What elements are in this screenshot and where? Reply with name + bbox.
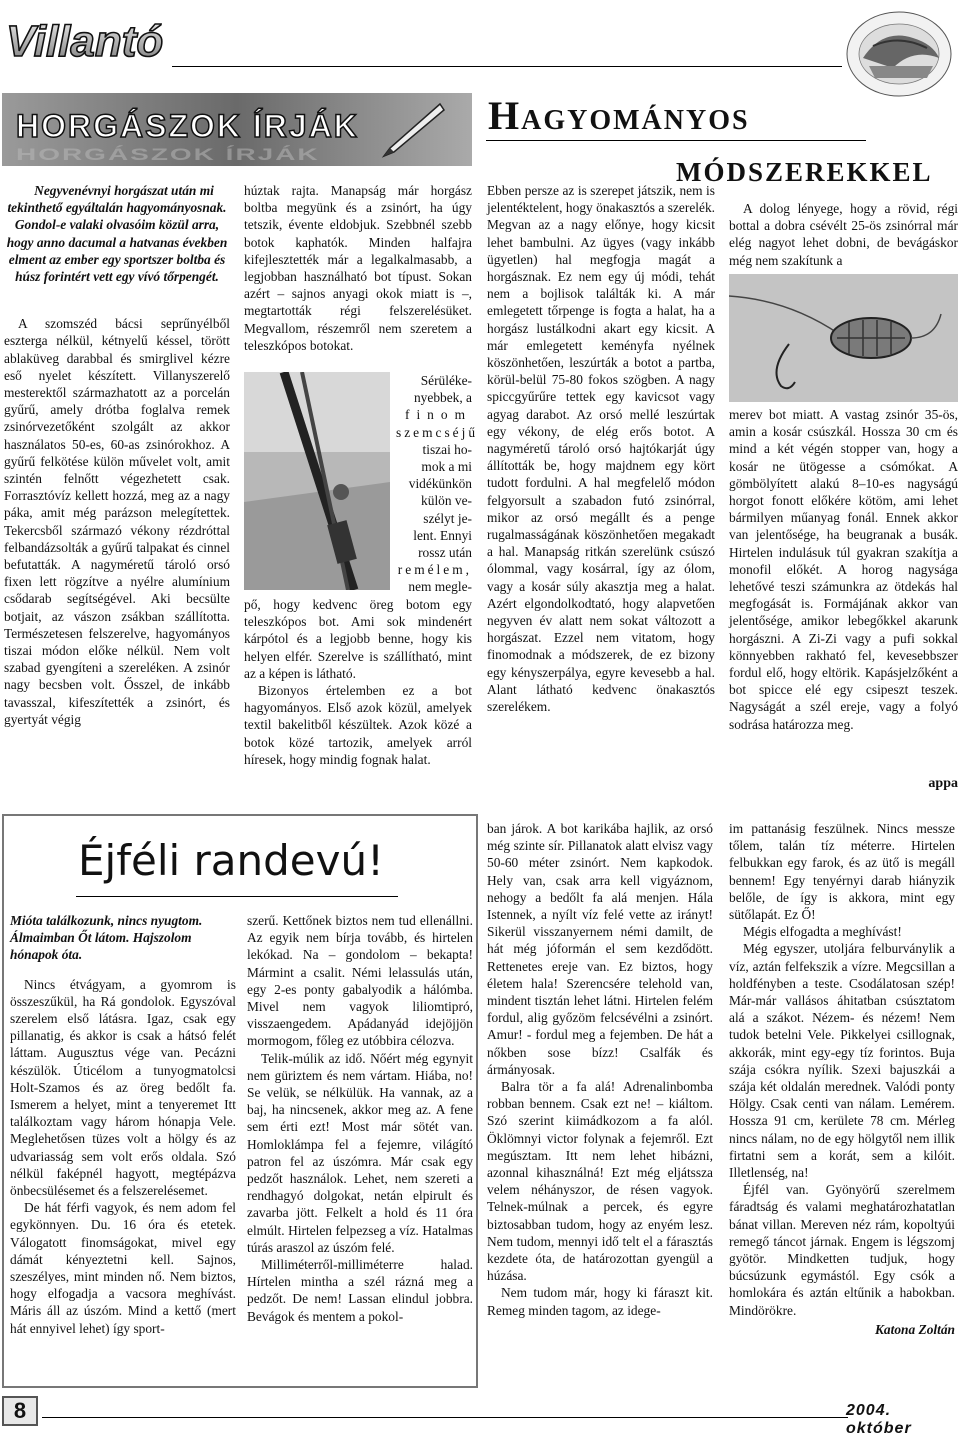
title-rule bbox=[486, 140, 866, 141]
article1-col4-text: merev bot miatt. A vastag zsinór 35-ös, amin a kosár csúszkál. Hossza 30 cm és mind a két végén stopper van, hogy a kosár ne ütögesse a csómókat. A gömbölyített alakú 8–10-es nagyságú horgot fonott előkére kötöm, ami lehet bármilyen műanyag fonál. Ennek akkor van jelentősége, ha beugranak a busák. Hirtelen indulásuk túl gyakran szakítja a monofil előkét. A horog nagysága lehetővé teszi számunkra az ötdekás hal megfogását is. Formájának akkor van jelentősége, amikor lebegőkkel akarunk horgászni. A Zi-Zi vagy a pufi sokkal könnyebben rakható fel, kevesebbszer fordul elő, hogy eltörik. Kapásjelzőként a bot spicce elé egy csipeszt teszek. Nagyságát a szél ereje, vagy a folyó sodrása határozza meg. bbox=[729, 407, 958, 732]
article1-title-line1: Hagyományos bbox=[488, 93, 750, 138]
article1-col2-top: húztak rajta. Manapság már horgász boltba megyünk és a zsinórt, ha úgy tetszik, évente eldobjuk. Szebbnél szebb botok kaphatók. Minden halfajra kifejlesztették már a legalkalmasabb, a legjobban használható bot típust. Sokan azért – sajnos anyagi okok miatt is –, megtartották régi felszerelésüket. Megvallom, részemről nem szeretem a teleszkópos botokat. bbox=[244, 183, 472, 353]
article2-lead: Mióta találkozunk, nincs nyugtom. Álmaimban Őt látom. Hajszolom hónapok óta. bbox=[10, 913, 203, 963]
article2-col4-text: Éjfél van. Gyönyörű szerelmem fáradtság és valami meghatározhatatlan bánat villan. Mereven néz rám, kopoltyúi remegő táncot járnak. Engem is légszomj gyötör. Mindketten tudjuk, hogy búcsúzunk egymástól. Egy csók a homlokára és aztán eltűnik a habokban. Mindörökre. bbox=[729, 1182, 955, 1318]
wrap-line: vidékünkön bbox=[408, 476, 472, 492]
article1-title-line2: módszerekkel bbox=[676, 148, 933, 190]
issue-date: 2004. október bbox=[846, 1402, 912, 1437]
article2-col2-text: Milliméterről-milliméterre halad. Hírtelen mintha a szél rázná meg a pedzőt. De nem! Lassan elindul jobbra. Bevágok és mentem a pokol- bbox=[247, 1257, 473, 1324]
footer-rule-right bbox=[728, 1417, 848, 1418]
wrap-line: nyebbek, a bbox=[413, 390, 472, 406]
article1-col4-top: A dolog lényege, hogy a rövid, régi bottal a dobra csévélt 25-ös zsinórral már elég nagyot lehet dobni, de bevágáskor még nem szakítunk a bbox=[729, 201, 958, 268]
pen-icon bbox=[370, 98, 450, 160]
article2-col1-text: Nincs étvágyam, a gyomrom is összeszűkül, ha Rá gondolok. Egyszóval szerelem első látásra. Igaz, csak egy pillanatig, és akkor is csak a hátsó felét láttam. Augusztus vége van. Pecázni készülök. Úticélom a tunyogmatolcsi Holt-Szamos és az öreg bedőlt fa. Ismerem a helyet, mint a tenyeremet Itt találkoztam vagy három hónapja Vele. Meglehetősen tüzes volt a hölgy és az udvariasság sem volt erős oldala. Szó nélkül faképnél hagyott, megtépázva önbecsülésemet és a felszerelésemet. bbox=[10, 976, 236, 1199]
fishing-rod-photo bbox=[244, 372, 390, 590]
footer-rule bbox=[42, 1417, 802, 1418]
svg-text:Villantó: Villantó bbox=[6, 17, 164, 66]
wrap-line: mok a mi bbox=[421, 459, 472, 475]
wrap-line: nem megle- bbox=[408, 579, 472, 595]
title-underline bbox=[76, 896, 398, 897]
svg-text:HORGÁSZOK ÍRJÁK: HORGÁSZOK ÍRJÁK bbox=[16, 144, 320, 164]
wrap-line: Sérüléke- bbox=[420, 373, 472, 388]
page-number: 8 bbox=[13, 1398, 27, 1423]
svg-text:HORGÁSZOK ÍRJÁK: HORGÁSZOK ÍRJÁK bbox=[16, 108, 359, 144]
feeder-rig-photo bbox=[729, 274, 958, 402]
article2-col3-text: ban járok. A bot karikába hajlik, az orsó még szinte sír. Pillanatok alatt elvisz vagy 50-60 méter zsinórt. Nem kapkodok. Hely van, csak arra kell vigyáznom, nehogy a bedőlt fa alá menjen. Hála Istennek, a nyílt víz felé vette az irányt! Sikerül visszanyernem némi damilt, de hát még jóformán el sem kezdődött. Rettenetes ereje van. Ez biztos, hogy életem hala! Szerencsére telehold van, mindent tisztán lehet látni. Hirtelen felém fordul, alig győzöm felcsévélni a zsinórt. Amur! - fordul meg a fejemben. De hát a nőkben sose bízz! Csalfák és ármányosak. bbox=[487, 821, 713, 1077]
article2-author: Katona Zoltán bbox=[875, 1321, 955, 1337]
article1-col3-text: Ebben persze az is szerepet játszik, nem is jelentéktelent, hogy önakasztós a szerelék. Megvan az a nagy előnye, hogy kicsit lehet bambulni. Az ügyes (vagy inkább ügyetlen) hal megfogja magát a horgásznak. Ez nem egy új módi, tehát nem a bojlisok találták ki. A már emlegetett tőrpenge is fogta a halat, ha a horgász lustálkodni akart egy kicsit. A már emlegetett keményfa nyélnek köszönhetően, leszúrták a botot a partba, körül-belül 75-80 fokos szögben. A nagy spiccgyűrűre tettek egy kavicsot vagy agyag darabot. Az orsó mellé leszúrtak egy vékony, de elég erős botot. A nagyméretű tároló orsó hajtókarját úgy állították be, hogy majdnem egy kört tudott fordulni. A hal megfelelő módon felgyorsult a szabadon futó zsinórral, mikor az orsó megállt és a penge rugalmasságának köszönhetően megakadt a hal. Manapság ritkán szerelünk csúszó ólommal, vagy kosárral, így az ólom, vagy a kosár súly akasztja meg a halat. Azért elgondolkodtató, hogy alapvetően negyven év alatt nem sokat változott a horgászat. Ezzel nem vitatom, hogy finomodnak a módszerek, de ez bizony egy kényszerpálya, egyre kevesebb a hal. Alant látható kedvenc önakasztós szerelékem. bbox=[487, 183, 715, 715]
article2-col3-text: Balra tör a fa alá! Adrenalinbomba robban bennem. Csak ezt ne! – kiáltom. Szó szerint kiimádkozom a fa alól. Öklömnyi victor folynak a fejemről. Ezt megúsztam. Itt nem lehet hibázni, azonnal kihasználná! Ezt még eljátssza velem néhányszor, de résen vagyok. Telnek-múlnak a percek, és egyre biztosabban tudom, hogy az enyém lesz. Nem tudom, mennyi idő telt el a fárasztás kezdete óta, de határozottan gyengül a húzása. bbox=[487, 1079, 713, 1284]
wrap-line: rossz után bbox=[418, 545, 472, 561]
wrap-line: finom bbox=[405, 407, 472, 423]
article2-col2-text: Telik-múlik az idő. Nőért még egynyit nem güriztem és nem vártam. Hiába, no! Se velük, se nélkülük. Ha vannak, az a baj, ha nincsenek, akkor meg az. A fene sem érti ezt! Most már sötét van. Homloklámpa fel a fejemre, világító patron fel az úszómra. Már csak egy pedzőt használok. Lehet, nem szereti a rendhagyó dolgokat, netán elpirult és zavarba jött. Felkelt a hold és 11 óra elmúlt. Hirtelen felpezseg a víz. Hatalmas túrás araszol az úszóm felé. bbox=[247, 1050, 473, 1255]
article2-title: Éjféli randevú! bbox=[78, 836, 384, 885]
masthead-rule bbox=[172, 66, 842, 67]
article2-col4-text: im pattanásig feszülnek. Nincs messze tőlem, talán tíz méterre. Hirtelen felbukkan egy farok, és az ütő is megáll bennem! Egy tenyérnyi darab hiányzik belőle, de így is akkora, mint egy sütőlapát. Ez Ő! bbox=[729, 821, 955, 923]
wrap-line: szemcséjű bbox=[396, 424, 479, 440]
article2-col4-text: Még egyszer, utoljára felburványlik a víz, aztán felfekszik a vízre. Megcsillan a holdfényben a teste. Csodálatosan szép! Már-már vallásos áhitatban csúsztatom alá a szákot. Nézem- és nézem! Nem tudok betelni Vele. Pikkelyei csillognak, akkorák, mint egy-egy tíz forintos. Buja szája csókra nyílik. Szexi bajuszkái a szája két oldalán merednek. Valódi ponty Hölgy. Csak centi van nálam. Lemérem. Hossza 91 cm, kerülete 78 cm. Mérleg nincs nálam, no de egy hölgytől nem illik firtatni sem a korát, sem a kilóit. Illetlenség, na! bbox=[729, 941, 955, 1181]
wrap-line: külön ve- bbox=[421, 493, 472, 509]
article2-col4-text: Mégis elfogadta a meghívást! bbox=[743, 924, 902, 940]
article2-col2-text: szerű. Kettőnek biztos nem tud ellenállni. Az egyik nem bírja tovább, és hirtelen lekókad. Na – gondolom – bekapta! Mármint a csalit. Némi lelassulás után, egy 2-es ponty gabalyodik a hálómba. Mivel nem vagyok liliomtipró, visszaengedem. Apádanyád idejöjjön mormogom, főleg ez utóbbira célozva. bbox=[247, 913, 473, 1049]
masthead-logo bbox=[2, 6, 177, 68]
wrap-line: remélem, bbox=[397, 562, 472, 578]
article1-col2-text: Bizonyos értelemben ez a bot hagyományos. Első azok közül, amelyek textil bakelitből készültek. Azok közé a botok közé tartozik, amelyek arról híresek, hogy mindig fognak halat. bbox=[244, 683, 472, 767]
article1-signature: appa bbox=[928, 776, 958, 791]
wrap-line: szélyt je- bbox=[423, 510, 472, 526]
page-number-box bbox=[2, 1396, 38, 1426]
article1-col2-wrap bbox=[396, 372, 479, 596]
wrap-line: lent. Ennyi bbox=[413, 527, 472, 543]
club-emblem bbox=[843, 8, 955, 100]
article1-lead: Negyvenévnyi horgászat után mi tekinthető egyáltalán hagyományosnak. Gondol-e valaki olvasóim közül arra, hogy anno dacumal a hatvanas években elment az ember egy sportszer boltba és húsz forintért vett egy vívó tőrpengét. bbox=[6, 183, 228, 285]
article2-col1-text: De hát férfi vagyok, és nem adom fel egykönnyen. Du. 16 óra és etetek. Válogatott finomságokat, mivel egy dámát kényeztetni kell. Sajnos, szeszélyes, mint minden nő. Nem biztos, hogy elfogadja a vacsora meghívást. Máris áll az úszóm. Mind a kettő (mert hát ennyivel lehet) így sport- bbox=[10, 1200, 236, 1336]
article1-col1-text: A szomszéd bácsi seprűnyélből eszterga nélkül, kétnyelű késsel, törött ablaküveg darabbal és smirglivel kézre eső nyelet készített. Villanyszerelő mesterektől származhatott az a porcelán gyűrű, amely drótba foglalva remek zsinórvezetőként szolgált az akkor használatos 50-es, 60-as zsinórokhoz. A gyűrű felkötése külön művelet volt, amit szintén felnőtt végezhetett csak. Forrasztóvíz kellett hozzá, meg az a nagy páka, amit még parázson melegítettek. Tekercsből származó vékony rézdróttal felbandázsolták a gyűrű talpakat és cinnel befutatták. A nagyméretű tároló orsó fixen lett rögzítve a nyélre alumínium csődarab segítségével. Aki becsülte botjait, az vászon zsákban szállította. Természetesen felszerelve, hagyományos tiszai módon előke nélkül. Nem volt szabad gyengíteni a szereléken. A zsinór nagy becsben volt. Ősszel, de inkább tavasszal, kifeszítették a zsinórt, és gyertyát végig bbox=[4, 316, 230, 727]
article2-col3-text: Nem tudom már, hogy ki fáraszt kit. Remeg minden tagom, az idege- bbox=[487, 1285, 713, 1318]
wrap-line: tiszai ho- bbox=[422, 441, 472, 457]
article1-col2-text: pő, hogy kedvenc öreg botom egy teleszkópos bot. Ami sok mindenért kárpótol és a legjobb benne, hogy kis helyen elfér. Szerelve is szállítható, mint az a képen is látható. bbox=[244, 597, 472, 681]
